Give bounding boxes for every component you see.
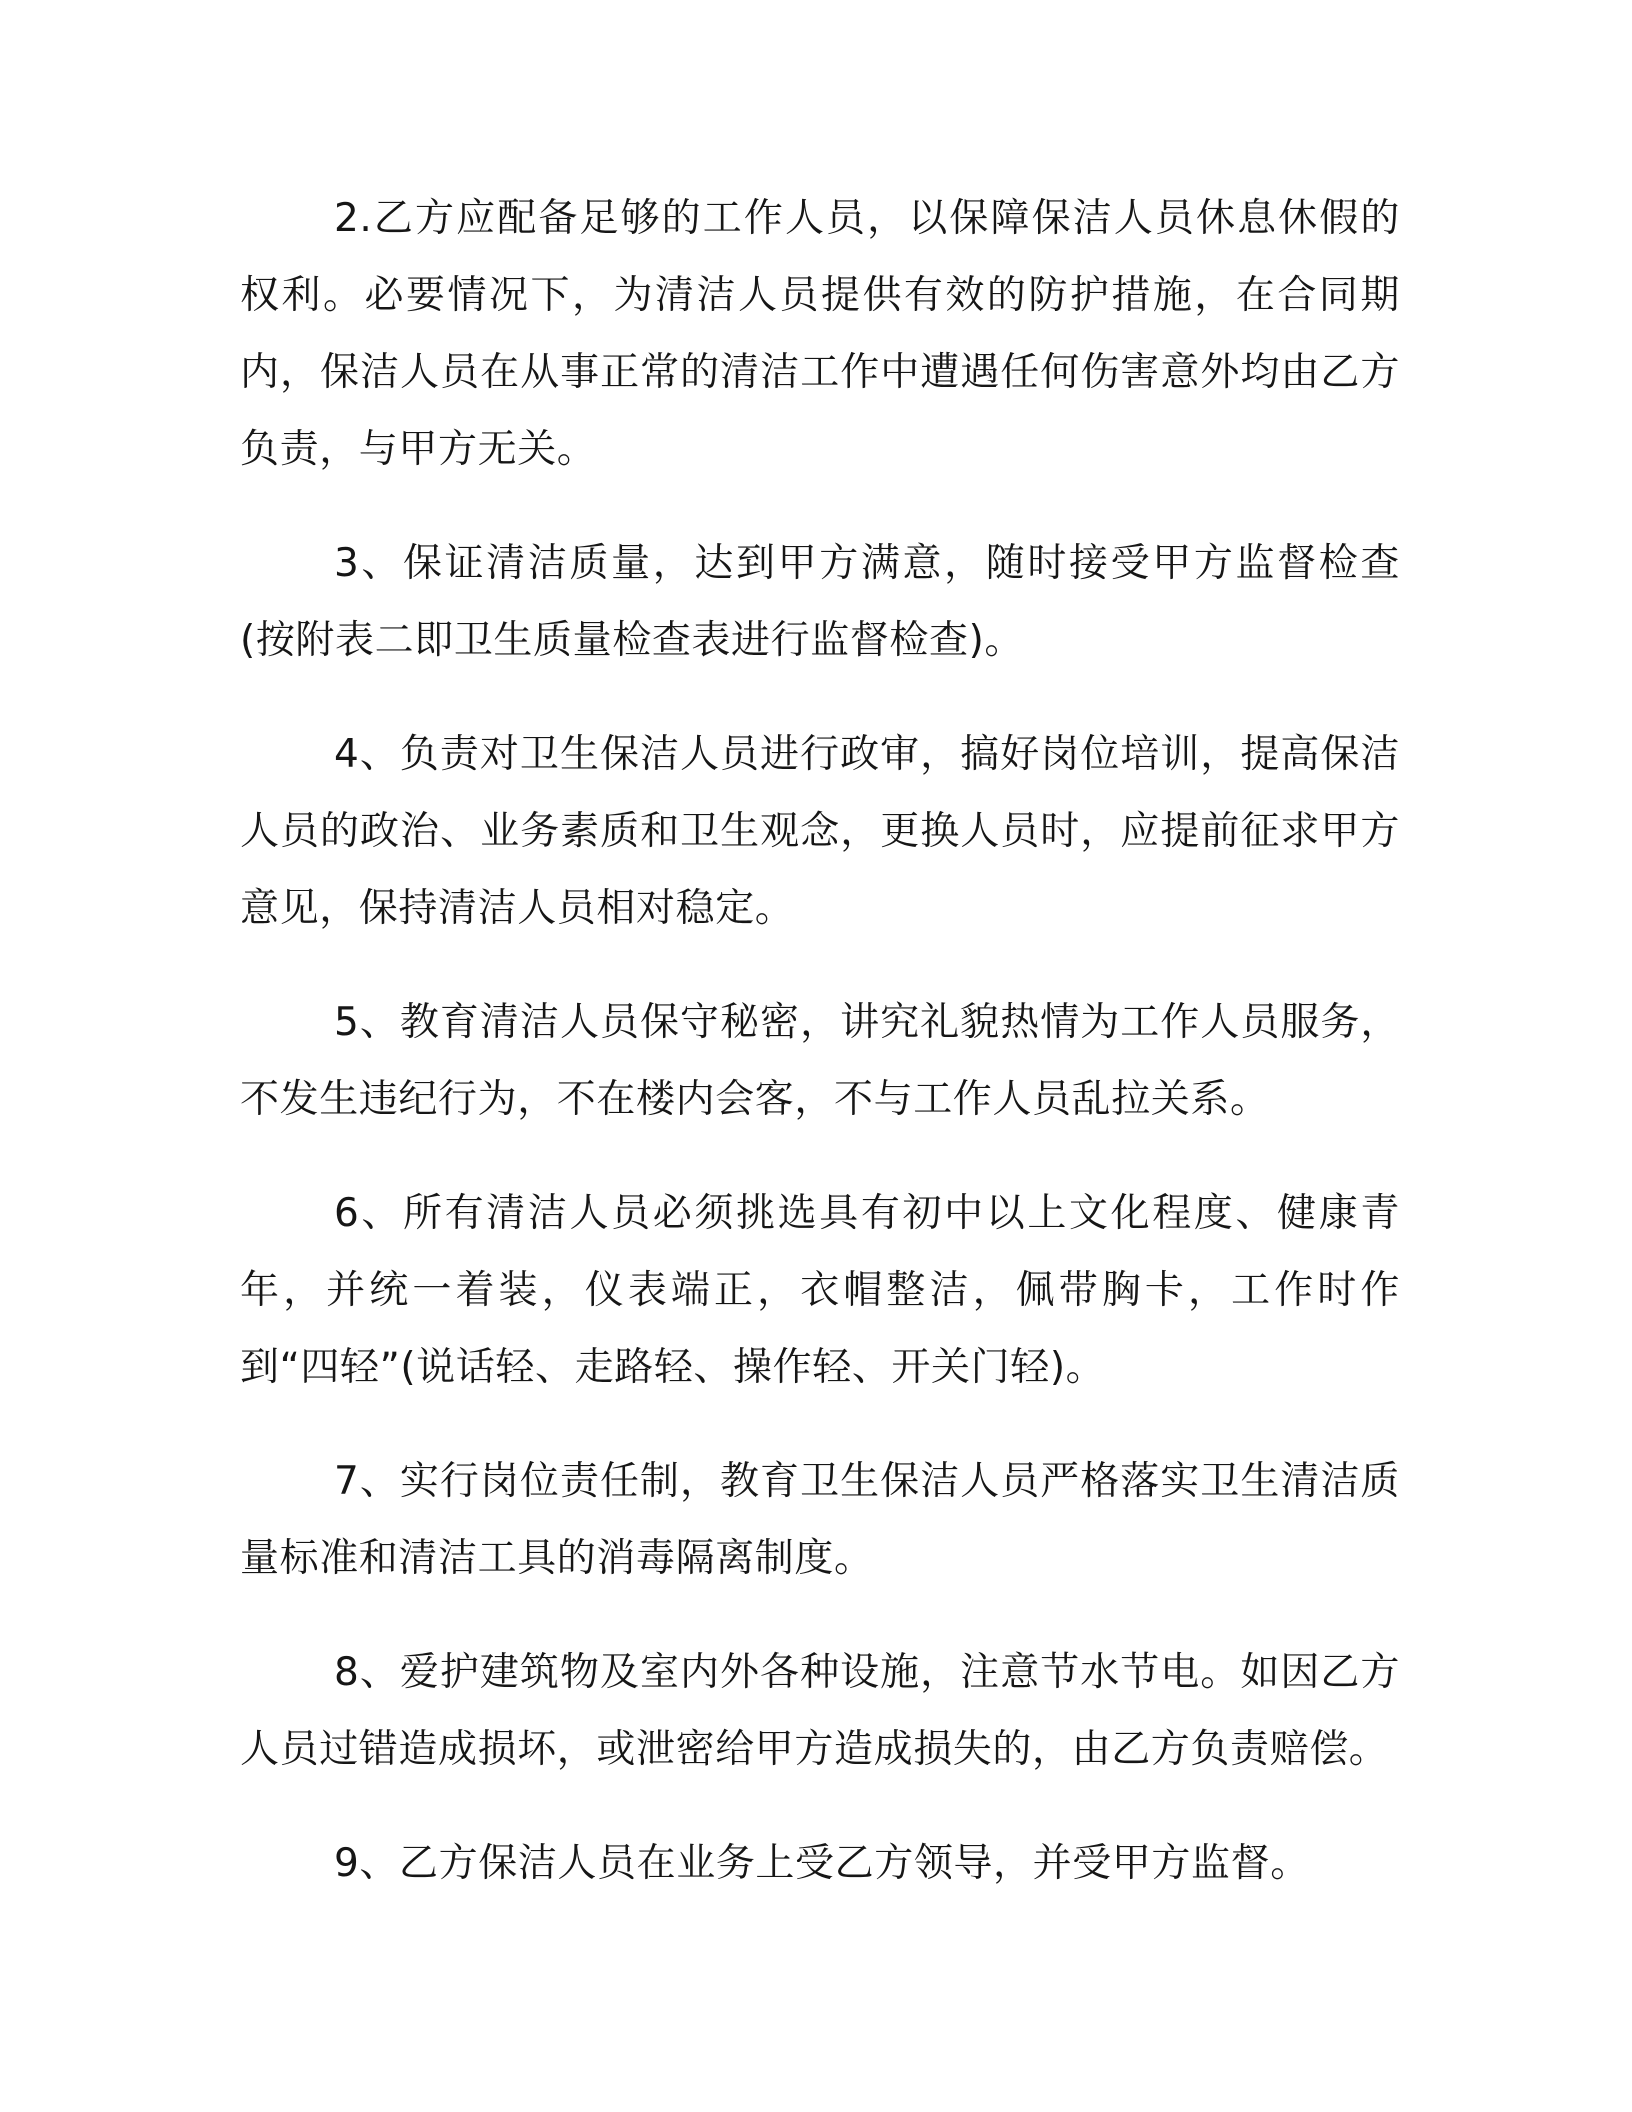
paragraph-clause-9: 9、乙方保洁人员在业务上受乙方领导，并受甲方监督。	[334, 1841, 1310, 1886]
paragraph-clause-8: 8、爱护建筑物及室内外各种设施，注意节水节电。如因乙方人员过错造成损坏，或泄密给甲方造成损失的，由乙方负责赔偿。	[240, 1650, 1400, 1772]
paragraph-clause-6: 6、所有清洁人员必须挑选具有初中以上文化程度、健康青年，并统一着装，仪表端正，衣帽整洁，佩带胸卡，工作时作到“四轻”(说话轻、走路轻、操作轻、开关门轻)。	[240, 1191, 1400, 1390]
paragraph-clause-7: 7、实行岗位责任制，教育卫生保洁人员严格落实卫生清洁质量标准和清洁工具的消毒隔离制度。	[240, 1459, 1400, 1581]
paragraph-clause-2: 2.乙方应配备足够的工作人员，以保障保洁人员休息休假的权利。必要情况下，为清洁人员提供有效的防护措施，在合同期内，保洁人员在从事正常的清洁工作中遭遇任何伤害意外均由乙方负责，与甲方无关。	[240, 196, 1400, 472]
paragraph-clause-4: 4、负责对卫生保洁人员进行政审，搞好岗位培训，提高保洁人员的政治、业务素质和卫生观念，更换人员时，应提前征求甲方意见，保持清洁人员相对稳定。	[240, 732, 1400, 931]
document-body	[240, 180, 1400, 1939]
paragraph-clause-3: 3、保证清洁质量，达到甲方满意，随时接受甲方监督检查(按附表二即卫生质量检查表进行监督检查)。	[240, 541, 1400, 663]
paragraph-clause-5: 5、教育清洁人员保守秘密，讲究礼貌热情为工作人员服务，不发生违纪行为，不在楼内会客，不与工作人员乱拉关系。	[240, 1000, 1400, 1122]
